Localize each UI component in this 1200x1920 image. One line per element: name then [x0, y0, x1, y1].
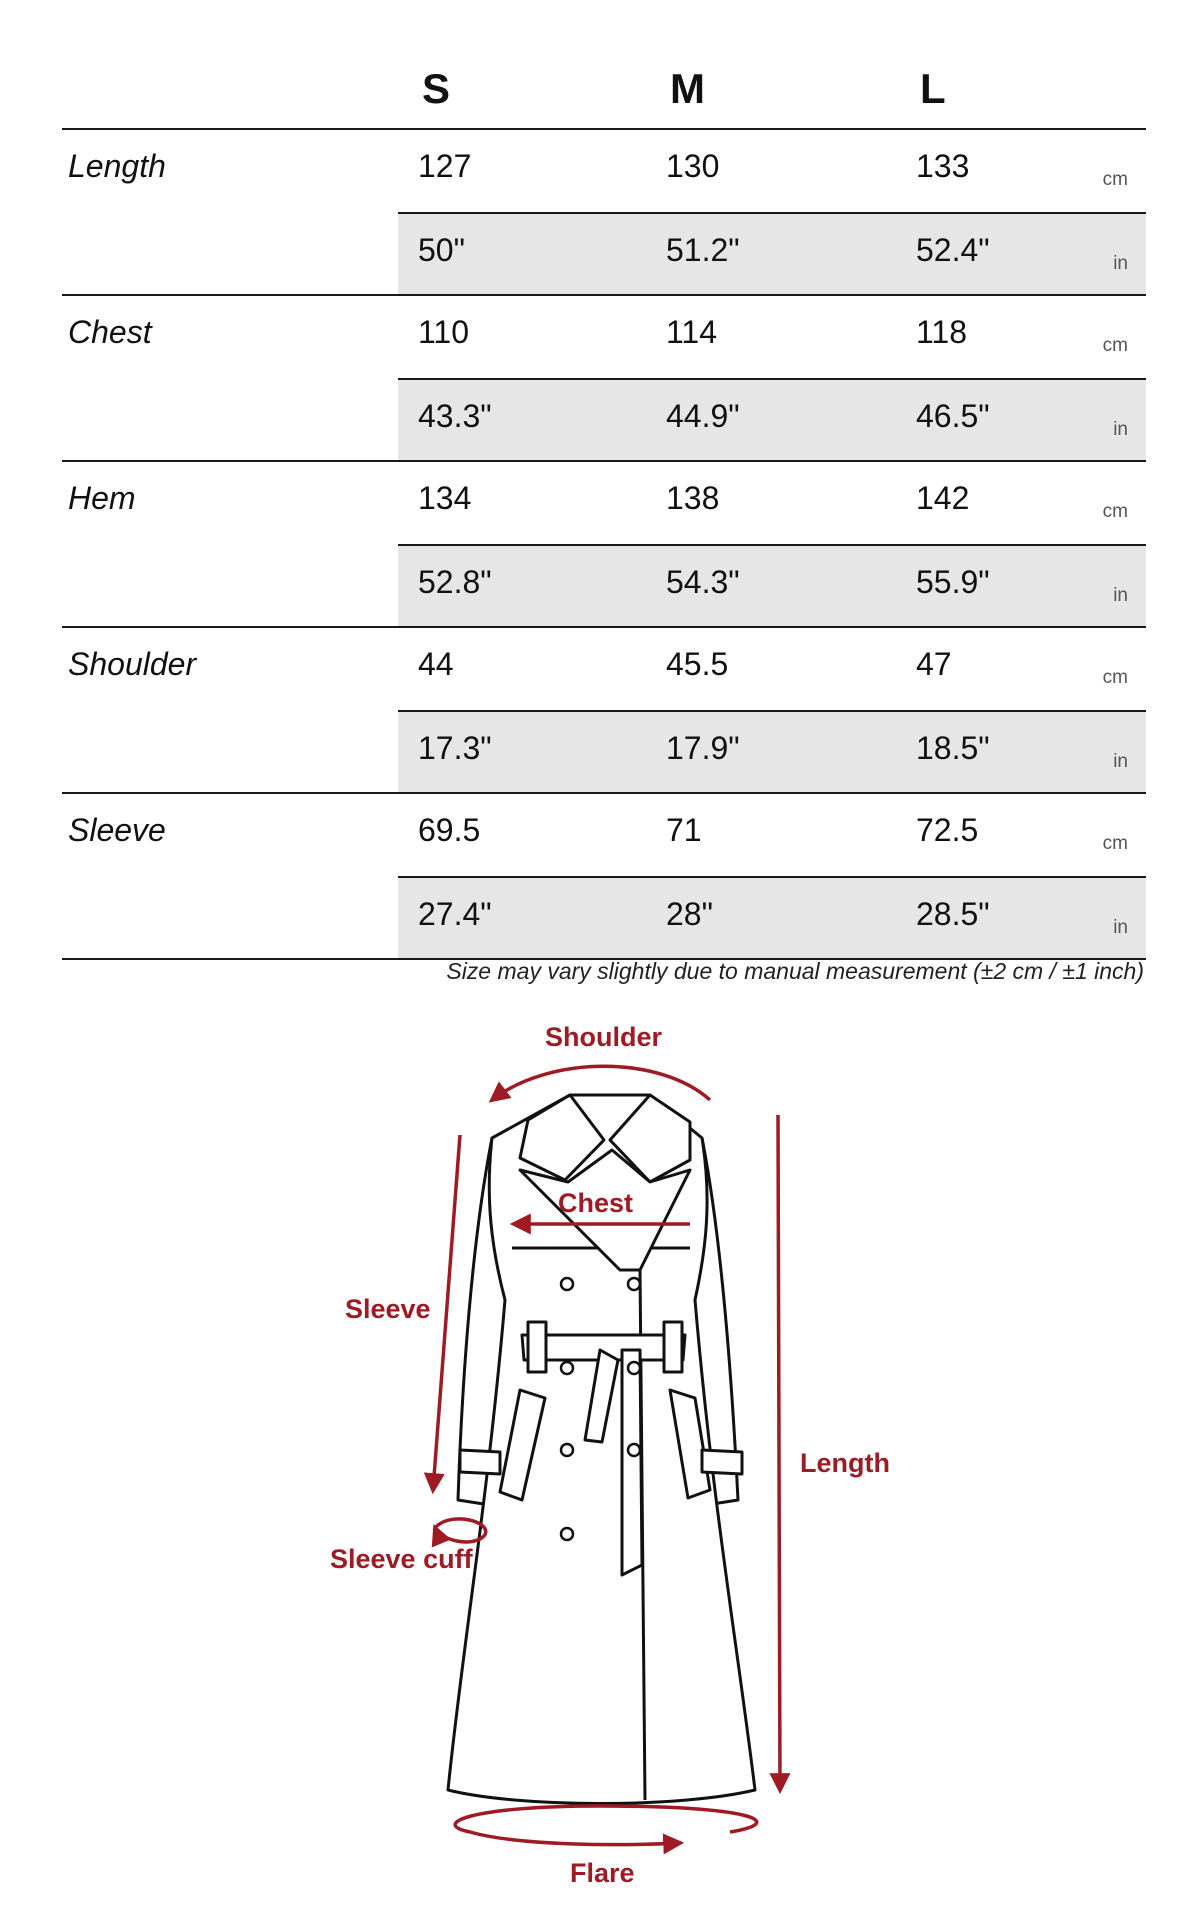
cell-value: 130: [666, 148, 720, 184]
cell-value: 47: [916, 646, 952, 682]
size-header-s: S: [422, 65, 451, 112]
measure-group-chest: [62, 296, 1146, 462]
measure-label: Length: [68, 148, 166, 184]
cell-value: 28.5": [916, 896, 990, 932]
cell-value: 51.2": [666, 232, 740, 268]
unit-cm: cm: [1102, 833, 1128, 854]
in-row: [398, 544, 1146, 626]
cell-value: 50": [418, 232, 465, 268]
size-header-l: L: [920, 65, 946, 112]
cell-value: 43.3": [418, 398, 492, 434]
cell-value: 44.9": [666, 398, 740, 434]
in-row: [398, 212, 1146, 294]
sleeve-cuff-label: Sleeve cuff: [330, 1544, 473, 1574]
measure-group-shoulder: [62, 628, 1146, 794]
cell-value: 69.5: [418, 812, 481, 848]
measure-group-sleeve: [62, 794, 1146, 960]
cell-value: 46.5": [916, 398, 990, 434]
length-label: Length: [800, 1448, 890, 1478]
unit-in: in: [1113, 585, 1128, 606]
measure-label: Shoulder: [68, 646, 197, 682]
cell-value: 114: [666, 314, 718, 350]
cell-value: 54.3": [666, 564, 740, 600]
flare-arrow: [455, 1806, 757, 1845]
cell-value: 71: [666, 812, 702, 848]
measure-label: Hem: [68, 480, 136, 516]
in-row: [398, 378, 1146, 460]
sleeve-cuff-arrow: [435, 1519, 486, 1542]
measure-group-length: [62, 130, 1146, 296]
length-arrow: [778, 1115, 780, 1790]
measure-label: Sleeve: [68, 812, 166, 848]
cell-value: 110: [418, 314, 470, 350]
cell-value: 138: [666, 480, 720, 516]
cell-value: 27.4": [418, 896, 492, 932]
cell-value: 18.5": [916, 730, 990, 766]
cell-value: 127: [418, 148, 472, 184]
sleeve-label: Sleeve: [345, 1294, 431, 1324]
unit-in: in: [1113, 751, 1128, 772]
cm-row: [398, 462, 1146, 543]
cell-value: 44: [418, 646, 454, 682]
cm-row: [398, 628, 1146, 709]
cell-value: 134: [418, 480, 472, 516]
cm-row: [398, 794, 1146, 875]
size-chart-table: [62, 0, 1146, 960]
chest-label: Chest: [558, 1188, 634, 1218]
cell-value: 17.3": [418, 730, 492, 766]
flare-label: Flare: [570, 1858, 635, 1888]
size-header-row: [62, 0, 1146, 130]
measurement-note: Size may vary slightly due to manual measurement (±2 cm / ±1 inch): [446, 958, 1144, 984]
cell-value: 17.9": [666, 730, 740, 766]
shoulder-label: Shoulder: [545, 1022, 663, 1052]
measure-label: Chest: [68, 314, 152, 350]
cell-value: 45.5: [666, 646, 729, 682]
cm-row: [398, 130, 1146, 211]
cell-value: 142: [916, 480, 970, 516]
cm-row: [398, 296, 1146, 377]
unit-cm: cm: [1102, 335, 1128, 356]
cell-value: 52.8": [418, 564, 492, 600]
unit-cm: cm: [1102, 501, 1128, 522]
cell-value: 133: [916, 148, 970, 184]
unit-in: in: [1113, 253, 1128, 274]
cell-value: 52.4": [916, 232, 990, 268]
cell-value: 118: [916, 314, 968, 350]
size-header-m: M: [670, 65, 705, 112]
coat-measurement-diagram: [0, 1000, 1200, 1920]
unit-cm: cm: [1102, 667, 1128, 688]
unit-cm: cm: [1102, 169, 1128, 190]
unit-in: in: [1113, 419, 1128, 440]
in-row: [398, 876, 1146, 958]
cell-value: 72.5: [916, 812, 979, 848]
unit-in: in: [1113, 917, 1128, 938]
cell-value: 55.9": [916, 564, 990, 600]
measure-group-hem: [62, 462, 1146, 628]
sleeve-arrow: [433, 1135, 460, 1490]
cell-value: 28": [666, 896, 713, 932]
in-row: [398, 710, 1146, 792]
